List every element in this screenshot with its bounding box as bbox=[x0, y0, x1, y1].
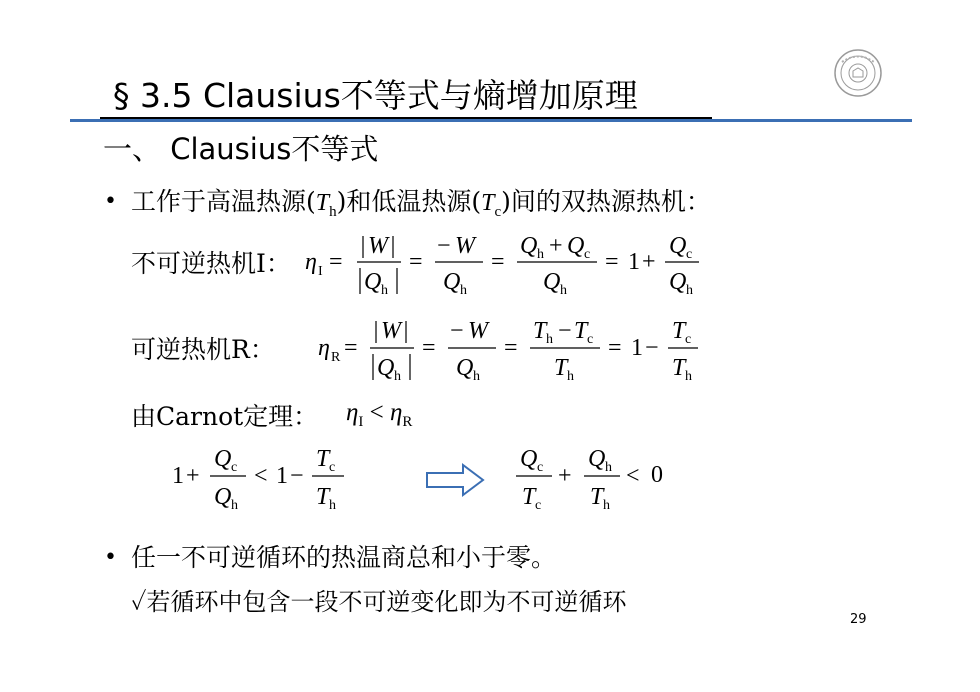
svg-text:=: = bbox=[422, 335, 436, 361]
svg-text:Q: Q bbox=[364, 269, 382, 295]
svg-text:h: h bbox=[394, 369, 401, 384]
clausius-inequality-derivation bbox=[172, 436, 652, 522]
svg-text:I: I bbox=[318, 264, 323, 279]
svg-text:1: 1 bbox=[631, 335, 643, 361]
svg-text:=: = bbox=[608, 335, 622, 361]
svg-text:Q: Q bbox=[543, 269, 561, 295]
irreversible-engine-label: 不可逆热机I： bbox=[131, 249, 291, 278]
svg-text:Q: Q bbox=[520, 446, 538, 472]
svg-text:−: − bbox=[450, 318, 464, 344]
irreversible-efficiency-equation bbox=[305, 220, 765, 302]
svg-text:c: c bbox=[587, 332, 594, 347]
svg-text:=: = bbox=[605, 249, 619, 275]
svg-text:+: + bbox=[549, 233, 563, 259]
svg-text:W: W bbox=[455, 233, 475, 259]
bullet-dot-icon: • bbox=[104, 545, 117, 570]
svg-text:<: < bbox=[626, 463, 640, 489]
svg-text:−: − bbox=[437, 233, 451, 259]
svg-text:h: h bbox=[603, 498, 610, 513]
svg-text:W: W bbox=[468, 318, 488, 344]
svg-text:1: 1 bbox=[628, 249, 640, 275]
svg-text:h: h bbox=[329, 498, 336, 513]
carnot-relation bbox=[346, 399, 412, 431]
svg-text:=: = bbox=[344, 335, 358, 361]
svg-text:h: h bbox=[460, 283, 467, 298]
svg-text:T: T bbox=[554, 355, 568, 381]
svg-text:R: R bbox=[331, 350, 341, 365]
svg-text:h: h bbox=[567, 369, 574, 384]
svg-text:−: − bbox=[558, 318, 572, 344]
bullet1-part-a: 工作于高温热源( bbox=[131, 187, 316, 216]
svg-text:W: W bbox=[381, 318, 401, 344]
slide-title: § 3.5 Clausius不等式与熵增加原理 bbox=[113, 76, 638, 115]
svg-text:h: h bbox=[546, 332, 553, 347]
svg-text:T: T bbox=[533, 318, 547, 344]
svg-text:T: T bbox=[316, 484, 330, 510]
svg-text:<: < bbox=[254, 463, 268, 489]
title-accent-rule bbox=[70, 119, 912, 122]
svg-text:Q: Q bbox=[443, 269, 461, 295]
right-arrow-icon bbox=[425, 463, 487, 497]
svg-text:η: η bbox=[318, 335, 330, 361]
svg-text:c: c bbox=[584, 247, 591, 262]
tc-subscript: c bbox=[494, 204, 502, 220]
svg-text:h: h bbox=[605, 460, 612, 475]
section-heading: 一、 Clausius不等式 bbox=[103, 132, 379, 166]
svg-text:=: = bbox=[491, 249, 505, 275]
svg-text:T: T bbox=[590, 484, 604, 510]
reversible-efficiency-equation bbox=[318, 304, 738, 386]
bullet1-text bbox=[131, 182, 711, 221]
svg-text:h: h bbox=[381, 283, 388, 298]
svg-text:Q: Q bbox=[520, 233, 538, 259]
svg-text:Q: Q bbox=[567, 233, 585, 259]
svg-text:c: c bbox=[685, 332, 692, 347]
svg-text:+: + bbox=[186, 463, 200, 489]
svg-text:=: = bbox=[329, 249, 343, 275]
svg-text:c: c bbox=[231, 460, 238, 475]
svg-text:−: − bbox=[290, 463, 304, 489]
svg-text:h: h bbox=[560, 283, 567, 298]
carnot-theorem-label: 由Carnot定理： bbox=[131, 402, 319, 431]
svg-text:+: + bbox=[558, 463, 572, 489]
university-seal-icon bbox=[833, 48, 883, 98]
svg-text:Q: Q bbox=[214, 484, 232, 510]
less-than-symbol: < bbox=[369, 399, 384, 426]
svg-text:c: c bbox=[329, 460, 336, 475]
svg-text:1: 1 bbox=[172, 463, 184, 489]
check-note: ✓若循环中包含一段不可逆变化即为不可逆循环 bbox=[131, 588, 627, 616]
tc-symbol: T bbox=[481, 190, 495, 216]
svg-text:h: h bbox=[685, 369, 692, 384]
eta-irreversible-sub: I bbox=[358, 414, 364, 430]
svg-text:−: − bbox=[645, 335, 659, 361]
svg-text:+: + bbox=[642, 249, 656, 275]
bullet-dot-icon: • bbox=[104, 189, 117, 214]
svg-text:c: c bbox=[686, 247, 693, 262]
svg-text:T: T bbox=[522, 484, 536, 510]
svg-text:T: T bbox=[672, 318, 686, 344]
svg-text:h: h bbox=[686, 283, 693, 298]
svg-text:c: c bbox=[535, 498, 542, 513]
svg-text:=: = bbox=[409, 249, 423, 275]
svg-text:T: T bbox=[672, 355, 686, 381]
svg-text:W: W bbox=[368, 233, 388, 259]
svg-text:c: c bbox=[537, 460, 544, 475]
bullet1-part-c: )间的双热源热机： bbox=[501, 187, 711, 216]
svg-text:Q: Q bbox=[669, 269, 687, 295]
eta-reversible: η bbox=[390, 399, 403, 426]
page-number: 29 bbox=[850, 612, 867, 627]
svg-text:Q: Q bbox=[588, 446, 606, 472]
eta-reversible-sub: R bbox=[402, 414, 413, 430]
svg-text:=: = bbox=[504, 335, 518, 361]
bullet1-part-b: )和低温热源( bbox=[336, 187, 482, 216]
svg-text:h: h bbox=[537, 247, 544, 262]
th-subscript: h bbox=[329, 204, 337, 220]
svg-text:Q: Q bbox=[669, 233, 687, 259]
svg-text:Q: Q bbox=[214, 446, 232, 472]
zero-value: 0 bbox=[651, 462, 663, 488]
svg-text:η: η bbox=[305, 249, 317, 275]
reversible-engine-label: 可逆热机R： bbox=[131, 335, 275, 364]
svg-text:h: h bbox=[473, 369, 480, 384]
svg-text:h: h bbox=[231, 498, 238, 513]
eta-irreversible: η bbox=[346, 399, 359, 426]
svg-text:T: T bbox=[574, 318, 588, 344]
svg-text:1: 1 bbox=[276, 463, 288, 489]
svg-text:T: T bbox=[316, 446, 330, 472]
bullet2-text: 任一不可逆循环的热温商总和小于零。 bbox=[131, 543, 557, 572]
th-symbol: T bbox=[315, 190, 330, 216]
svg-text:Q: Q bbox=[456, 355, 474, 381]
svg-text:Q: Q bbox=[377, 355, 395, 381]
